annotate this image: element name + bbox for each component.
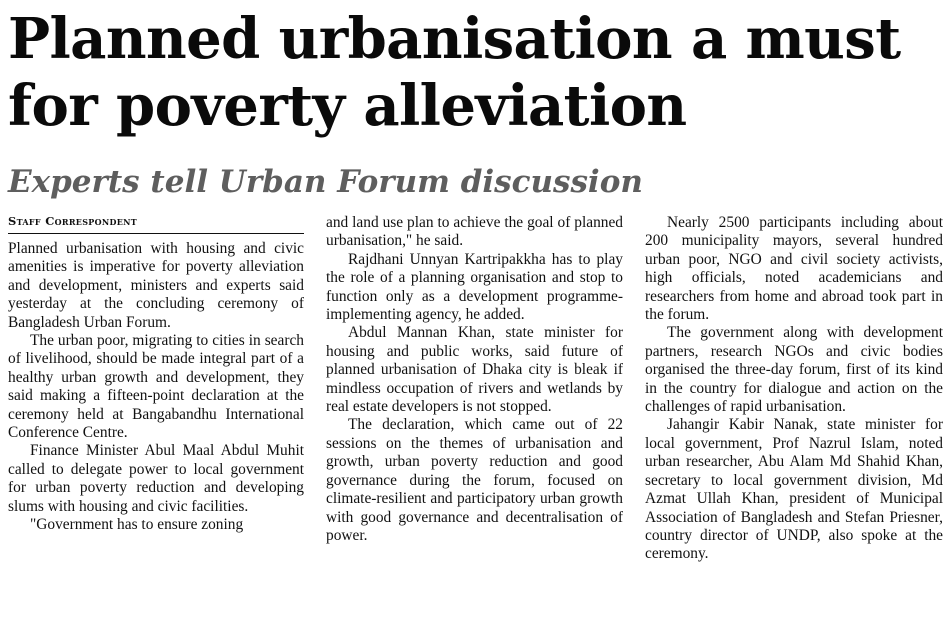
article-column-3 xyxy=(645,214,943,564)
subheadline: Experts tell Urban Forum discussion xyxy=(8,164,643,200)
article-column-1 xyxy=(8,212,304,535)
headline: Planned urbanisation a must for poverty alleviation xyxy=(8,6,901,139)
paragraph: Jahangir Kabir Nanak, state minister for local government, Prof Nazrul Islam, noted urban researcher, Abu Alam Md Shahid Khan, secretary to local government division, Md Azmat Ullah Khan, president of Municipal Association of Bangladesh and Stefan Priesner, country director of UNDP, also spoke at the ceremony. xyxy=(645,416,943,563)
paragraph: Abdul Mannan Khan, state minister for housing and public works, said future of planned urbanisation of Dhaka city is bleak if mindless occupation of rivers and wetlands by real estate developers is not stopped. xyxy=(326,324,623,416)
article-column-2 xyxy=(326,214,623,545)
paragraph: Nearly 2500 participants including about 200 municipality mayors, several hundred urban poor, NGO and civil society activists, high officials, noted academicians and researchers from home and abroad took part in the forum. xyxy=(645,214,943,324)
paragraph: "Government has to ensure zoning xyxy=(30,516,244,534)
paragraph: and land use plan to achieve the goal of planned urbanisation," he said. xyxy=(326,214,623,250)
paragraph: Rajdhani Unnyan Kartripakkha has to play the role of a planning organisation and stop to function only as a development programme-implementing agency, he added. xyxy=(326,250,623,324)
byline: Staff Correspondent xyxy=(8,212,304,234)
paragraph: Finance Minister Abul Maal Abdul Muhit called to delegate power to local government for urban poverty reduction and developing slums with housing and civic facilities. xyxy=(8,442,304,515)
paragraph: The declaration, which came out of 22 sessions on the themes of urbanisation and growth, urban poverty reduction and good governance during the forum, focused on climate-resilient and participatory urban growth with good governance and decentralisation of power. xyxy=(326,416,623,544)
paragraph: Planned urbanisation with housing and civic amenities is imperative for poverty alleviation and development, ministers and experts said yesterday at the concluding ceremony of Bangladesh Urban Forum. xyxy=(8,240,304,331)
paragraph: The urban poor, migrating to cities in search of livelihood, should be made integral part of a healthy urban growth and development, they said making a fifteen-point declaration at the ceremony held at Bangabandhu International Conference Centre. xyxy=(8,332,304,442)
paragraph: The government along with development partners, research NGOs and civic bodies organised the three-day forum, first of its kind in the country for dialogue and action on the challenges of rapid urbanisation. xyxy=(645,324,943,416)
